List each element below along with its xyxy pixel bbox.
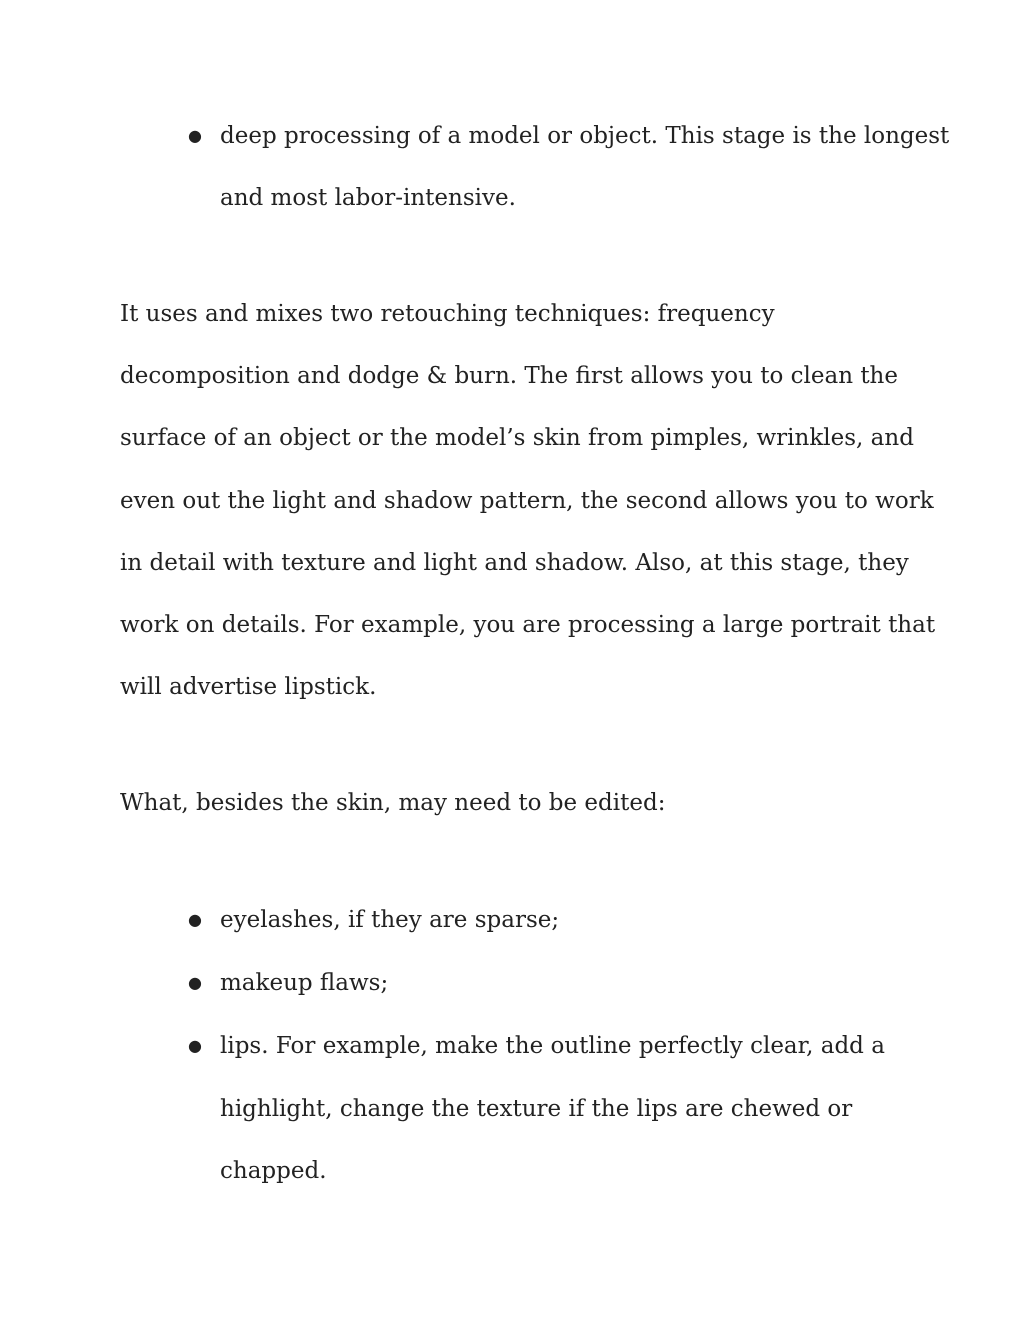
paragraph-line: will advertise lipstick. xyxy=(120,674,377,700)
bullet-icon: ● xyxy=(188,973,202,992)
list-item-text: eyelashes, if they are sparse; xyxy=(220,907,560,933)
list-item-text: makeup flaws; xyxy=(220,970,389,996)
list-item-text: deep processing of a model or object. This stage is the longest xyxy=(220,123,950,149)
list-item-text: lips. For example, make the outline perfectly clear, add a xyxy=(220,1033,885,1059)
paragraph-line: even out the light and shadow pattern, the second allows you to work xyxy=(120,488,934,514)
paragraph-line: in detail with texture and light and shadow. Also, at this stage, they xyxy=(120,550,909,576)
list-item-text: chapped. xyxy=(220,1158,327,1184)
list-item-text: and most labor-intensive. xyxy=(220,185,516,211)
paragraph-line: decomposition and dodge & burn. The first allows you to clean the xyxy=(120,363,898,389)
list-item-text: highlight, change the texture if the lips are chewed or xyxy=(220,1096,853,1122)
paragraph-line: What, besides the skin, may need to be edited: xyxy=(120,790,666,816)
paragraph-line: surface of an object or the model’s skin from pimples, wrinkles, and xyxy=(120,425,914,451)
paragraph-line: It uses and mixes two retouching techniques: frequency xyxy=(120,301,775,327)
paragraph-line: work on details. For example, you are processing a large portrait that xyxy=(120,612,936,638)
bullet-icon: ● xyxy=(188,1036,202,1055)
bullet-icon: ● xyxy=(188,126,202,145)
bullet-icon: ● xyxy=(188,910,202,929)
